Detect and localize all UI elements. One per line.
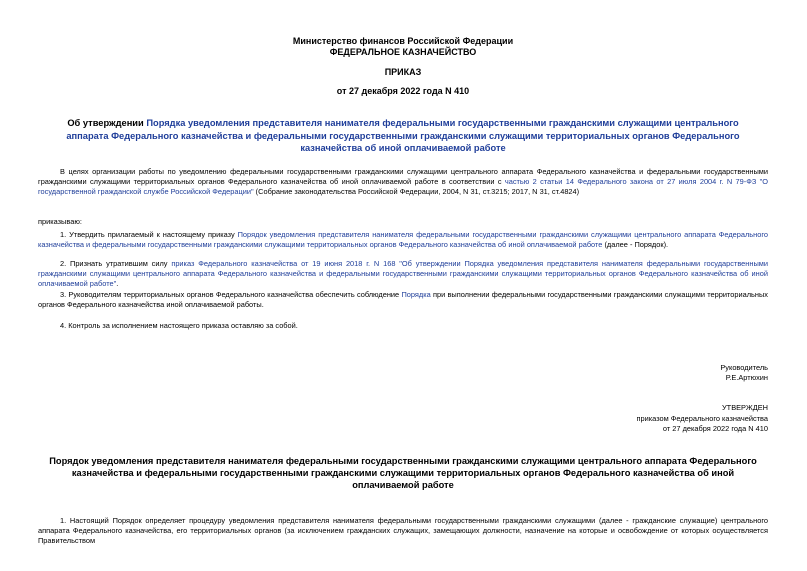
item-3-procedure-link[interactable]: Порядка (401, 290, 431, 299)
order-title-link[interactable]: Порядка уведомления представителя нанимателя федеральными государственными гражданскими служащими центрального аппарата Федерального казначейства и федеральными государственными гражданскими служащими территориальных органов Федерального казначейства об иной оплачиваемой работе (66, 118, 740, 153)
procedure-paragraph-1: 1. Настоящий Порядок определяет процедуру уведомления представителя нанимателя федеральными государственными гражданскими служащими (далее - гражданские служащие) центрального аппарата Федерального казначейства, его территориальных органов (за исключением гражданских служащих, замещающих должности, назначение на которые и освобождение от которых осуществляется Правительством (38, 516, 768, 545)
item-1-text-2: (далее - Порядок). (602, 240, 669, 249)
approval-stamp: УТВЕРЖДЕН (721, 403, 768, 412)
signature-name: Р.Е.Артюхин (725, 373, 768, 382)
item-3 (38, 290, 768, 310)
agency-name: ФЕДЕРАЛЬНОЕ КАЗНАЧЕЙСТВО (329, 47, 477, 57)
signature-role: Руководитель (720, 363, 768, 372)
preamble-text-1: В целях организации работы по уведомлению федеральными государственными гражданскими служащими центрального аппарата Федерального казначейства и федеральными государственными гражданскими служащими территориальных органов Федерального казначейства об иной оплачиваемой работе в соответствии с (38, 167, 768, 186)
preamble-paragraph (38, 167, 768, 197)
item-3-text-1: 3. Руководителям территориальных органов Федерального казначейства обеспечить соблюдение (60, 290, 402, 299)
order-title (48, 117, 758, 155)
document-date-number: от 27 декабря 2022 года N 410 (336, 86, 470, 96)
item-1-text-1: 1. Утвердить прилагаемый к настоящему приказу (60, 230, 238, 239)
item-2 (38, 259, 768, 289)
item-2-text-1: 2. Признать утратившим силу (60, 259, 172, 268)
approval-date: от 27 декабря 2022 года N 410 (662, 424, 768, 433)
item-1-procedure-link[interactable]: Порядок уведомления представителя нанимателя федеральными государственными гражданскими служащими центрального аппарата Федерального казначейства и федеральными государственными гражданскими служащими территориальных органов Федерального казначейства об иной оплачиваемой работе (38, 230, 768, 249)
orders-word: приказываю: (38, 217, 82, 226)
order-title-prefix: Об утверждении (67, 118, 147, 128)
law-reference-link[interactable]: частью 2 статьи 14 Федерального закона от 27 июля 2004 г. N 79-ФЗ "О государственной гражданской службе Российской Федерации" (38, 177, 769, 196)
item-2-order-link[interactable]: приказ Федерального казначейства от 19 июня 2018 г. N 168 "Об утверждении Порядка уведомления представителя нанимателя федеральными государственными гражданскими служащими центрального аппарата Федерального казначейства и федеральными государственными гражданскими служащими территориальных органов Федерального казначейства об иной оплачиваемой работе" (38, 259, 768, 288)
item-2-text-2: . (116, 279, 119, 288)
item-1 (38, 230, 768, 250)
approval-order: приказом Федерального казначейства (636, 414, 768, 423)
ministry-name: Министерство финансов Российской Федерации (292, 36, 514, 46)
document-type: ПРИКАЗ (384, 67, 422, 77)
procedure-title: Порядок уведомления представителя нанимателя федеральными государственными гражданскими служащими центрального аппарата Федерального казначейства и федеральными государственными гражданскими служащими территориальных органов Федерального казначейства об иной оплачиваемой работе (49, 456, 757, 490)
item-3-text-2: при выполнении федеральными государственными гражданскими служащими территориальных органов Федерального казначейства иной оплачиваемой работы. (38, 290, 768, 309)
preamble-text-2: (Собрание законодательства Российской Федерации, 2004, N 31, ст.3215; 2017, N 31, ст.4824) (253, 187, 580, 196)
item-4: 4. Контроль за исполнением настоящего приказа оставляю за собой. (60, 321, 298, 330)
